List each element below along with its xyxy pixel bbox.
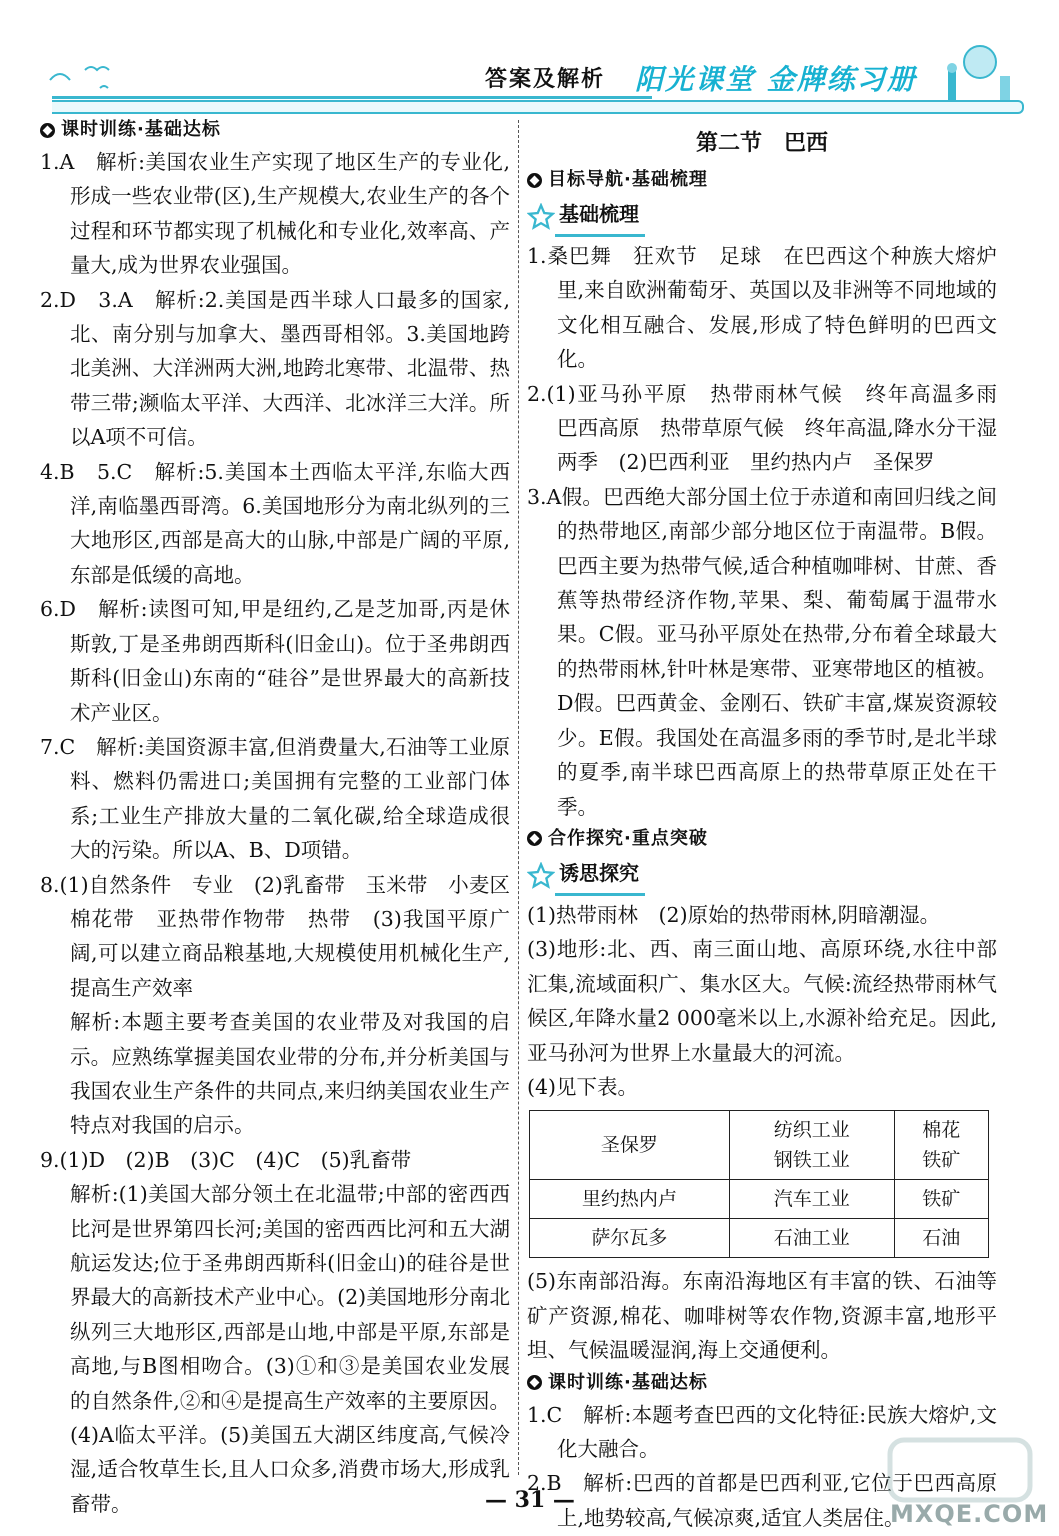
section-marker-icon	[527, 173, 542, 188]
table-row	[530, 1180, 989, 1219]
column-divider	[518, 120, 519, 1475]
table-cell: 纺织工业 钢铁工业	[729, 1111, 894, 1180]
globe-decoration-icon	[930, 40, 1050, 110]
header-band	[52, 100, 1024, 114]
subsection-badge: 诱思探究	[527, 856, 997, 896]
section-heading: 课时训练·基础达标	[527, 1368, 997, 1398]
answer-item: 2.(1)亚马孙平原 热带雨林气候 终年高温多雨 巴西高原 热带草原气候 终年高温,降水分干湿两季 (2)巴西利亚 里约热内卢 圣保罗	[527, 381, 1018, 475]
watermark-text: MXQE.COM	[890, 1500, 1049, 1528]
table-cell: 铁矿	[894, 1180, 988, 1219]
table-cell: 圣保罗	[530, 1111, 730, 1180]
answer-item: 6.D 解析:读图可知,甲是纽约,乙是芝加哥,丙是休斯敦,丁是圣弗朗西斯科(旧金山)。位于圣弗朗西斯科(旧金山)东南的“硅谷”是世界最大的高新技术产业区。	[40, 597, 510, 725]
table-cell: 石油工业	[729, 1219, 894, 1258]
section-heading: 合作探究·重点突破	[527, 824, 997, 854]
explore-text: (4)见下表。	[527, 1074, 639, 1099]
answer-item: 1.A 解析:美国农业生产实现了地区生产的专业化,形成一些农业带(区),生产规模大,农业生产的各个过程和环节都实现了机械化和专业化,效率高、产量大,成为世界农业强国。	[40, 150, 510, 278]
star-icon	[527, 862, 555, 890]
industry-table	[529, 1110, 989, 1258]
table-cell: 萨尔瓦多	[530, 1219, 730, 1258]
answer-item: 2.D 3.A 解析:2.美国是西半球人口最多的国家,北、南分别与加拿大、墨西哥相邻。3.美国地跨北美洲、大洋洲两大洲,地跨北寒带、北温带、热带三带;濒临太平洋、大西洋、北冰洋三大洋。所以A项不可信。	[40, 287, 510, 450]
page-header	[40, 40, 990, 110]
chapter-title: 第二节 巴西	[695, 131, 828, 156]
answer-item: 7.C 解析:美国资源丰富,但消费量大,石油等工业原料、燃料仍需进口;美国拥有完整的工业部门体系;工业生产排放大量的二氧化碳,给全球造成很大的污染。所以A、B、D项错。	[40, 734, 510, 863]
answer-analysis: 解析:(1)美国大部分领土在北温带;中部的密西西比河是世界第四长河;美国的密西西比河和五大湖航运发达;位于圣弗朗西斯科(旧金山)的硅谷是世界最大的高新技术产业中心。(2)美国地形分南北纵列三大地形区,西部是山地,中部是平原,东部是高地,与B图相吻合。(3)①和③是美国农业发展的自然条件,②和④是提高生产效率的主要原因。(4)A临太平洋。(5)美国五大湖区纬度高,气候冷湿,适合牧草生长,且人口众多,消费市场大,形成乳畜带。	[70, 1182, 510, 1516]
answer-item: 1.桑巴舞 狂欢节 足球 在巴西这个种族大熔炉里,来自欧洲葡萄牙、英国以及非洲等不同地域的文化相互融合、发展,形成了特色鲜明的巴西文化。	[527, 244, 997, 372]
header-rule	[52, 96, 652, 99]
section-heading: 目标导航·基础梳理	[527, 165, 997, 195]
table-cell: 棉花 铁矿	[894, 1111, 988, 1180]
header-brand: 阳光课堂 金牌练习册	[635, 63, 917, 96]
explore-text: (3)地形:北、西、南三面山地、高原环绕,水往中部汇集,流域面积广、集水区大。气候:流经热带雨林气候区,年降水量2 000毫米以上,水源补给充足。因此,亚马孙河为世界上水量最大的河流。	[527, 937, 997, 1065]
section-marker-icon	[40, 123, 55, 138]
star-icon	[527, 203, 555, 231]
answer-item: 9.(1)D (2)B (3)C (4)C (5)乳畜带	[40, 1147, 412, 1172]
section-marker-icon	[527, 1375, 542, 1390]
table-row	[530, 1219, 989, 1258]
answer-item: 1.C 解析:本题考查巴西的文化特征:民族大熔炉,文化大融合。	[527, 1402, 997, 1461]
explore-text: (5)东南部沿海。东南沿海地区有丰富的铁、石油等矿产资源,棉花、咖啡树等农作物,资源丰富,地形平坦、气候温暖湿润,海上交通便利。	[527, 1269, 997, 1363]
table-row	[530, 1111, 989, 1180]
table-cell: 汽车工业	[729, 1180, 894, 1219]
answer-item: 8.(1)自然条件 专业 (2)乳畜带 玉米带 小麦区 棉花带 亚热带作物带 热带 (3)我国平原广阔,可以建立商品粮基地,大规模使用机械化生产,提高生产效率	[40, 872, 531, 1000]
subsection-badge: 基础梳理	[527, 197, 997, 237]
header-title: 答案及解析	[485, 67, 606, 92]
answer-item: 3.A假。巴西绝大部分国土位于赤道和南回归线之间的热带地区,南部少部分地区位于南温带。B假。巴西主要为热带气候,适合种植咖啡树、甘蔗、香蕉等热带经济作物,苹果、梨、葡萄属于温带水果。C假。亚马孙平原处在热带,分布着全球最大的热带雨林,针叶林是寒带、亚寒带地区的植被。D假。巴西黄金、金刚石、铁矿丰富,煤炭资源较少。E假。我国处在高温多雨的季节时,是北半球的夏季,南半球巴西高原上的热带草原正处在干季。	[527, 484, 997, 819]
page-number: — 31 —	[485, 1487, 575, 1513]
section-marker-icon	[527, 831, 542, 846]
answer-item: 4.B 5.C 解析:5.美国本土西临太平洋,东临大西洋,南临墨西哥湾。6.美国地形分为南北纵列的三大地形区,西部是高大的山脉,中部是广阔的平原,东部是低缓的高地。	[40, 459, 510, 587]
answer-analysis: 解析:本题主要考查美国的农业带及对我国的启示。应熟练掌握美国农业带的分布,并分析美国与我国农业生产条件的共同点,来归纳美国农业生产特点对我国的启示。	[70, 1010, 510, 1138]
table-cell: 里约热内卢	[530, 1180, 730, 1219]
bird-decoration-icon	[40, 60, 120, 100]
right-column	[527, 115, 1018, 1535]
section-heading: 课时训练·基础达标	[40, 115, 510, 145]
table-cell: 石油	[894, 1219, 988, 1258]
left-column	[40, 115, 531, 1521]
explore-text: (1)热带雨林 (2)原始的热带雨林,阴暗潮湿。	[527, 902, 941, 927]
answer-item: 2.B 解析:巴西的首都是巴西利亚,它位于巴西高原上,地势较高,气候凉爽,适宜人类居住。	[527, 1471, 997, 1530]
